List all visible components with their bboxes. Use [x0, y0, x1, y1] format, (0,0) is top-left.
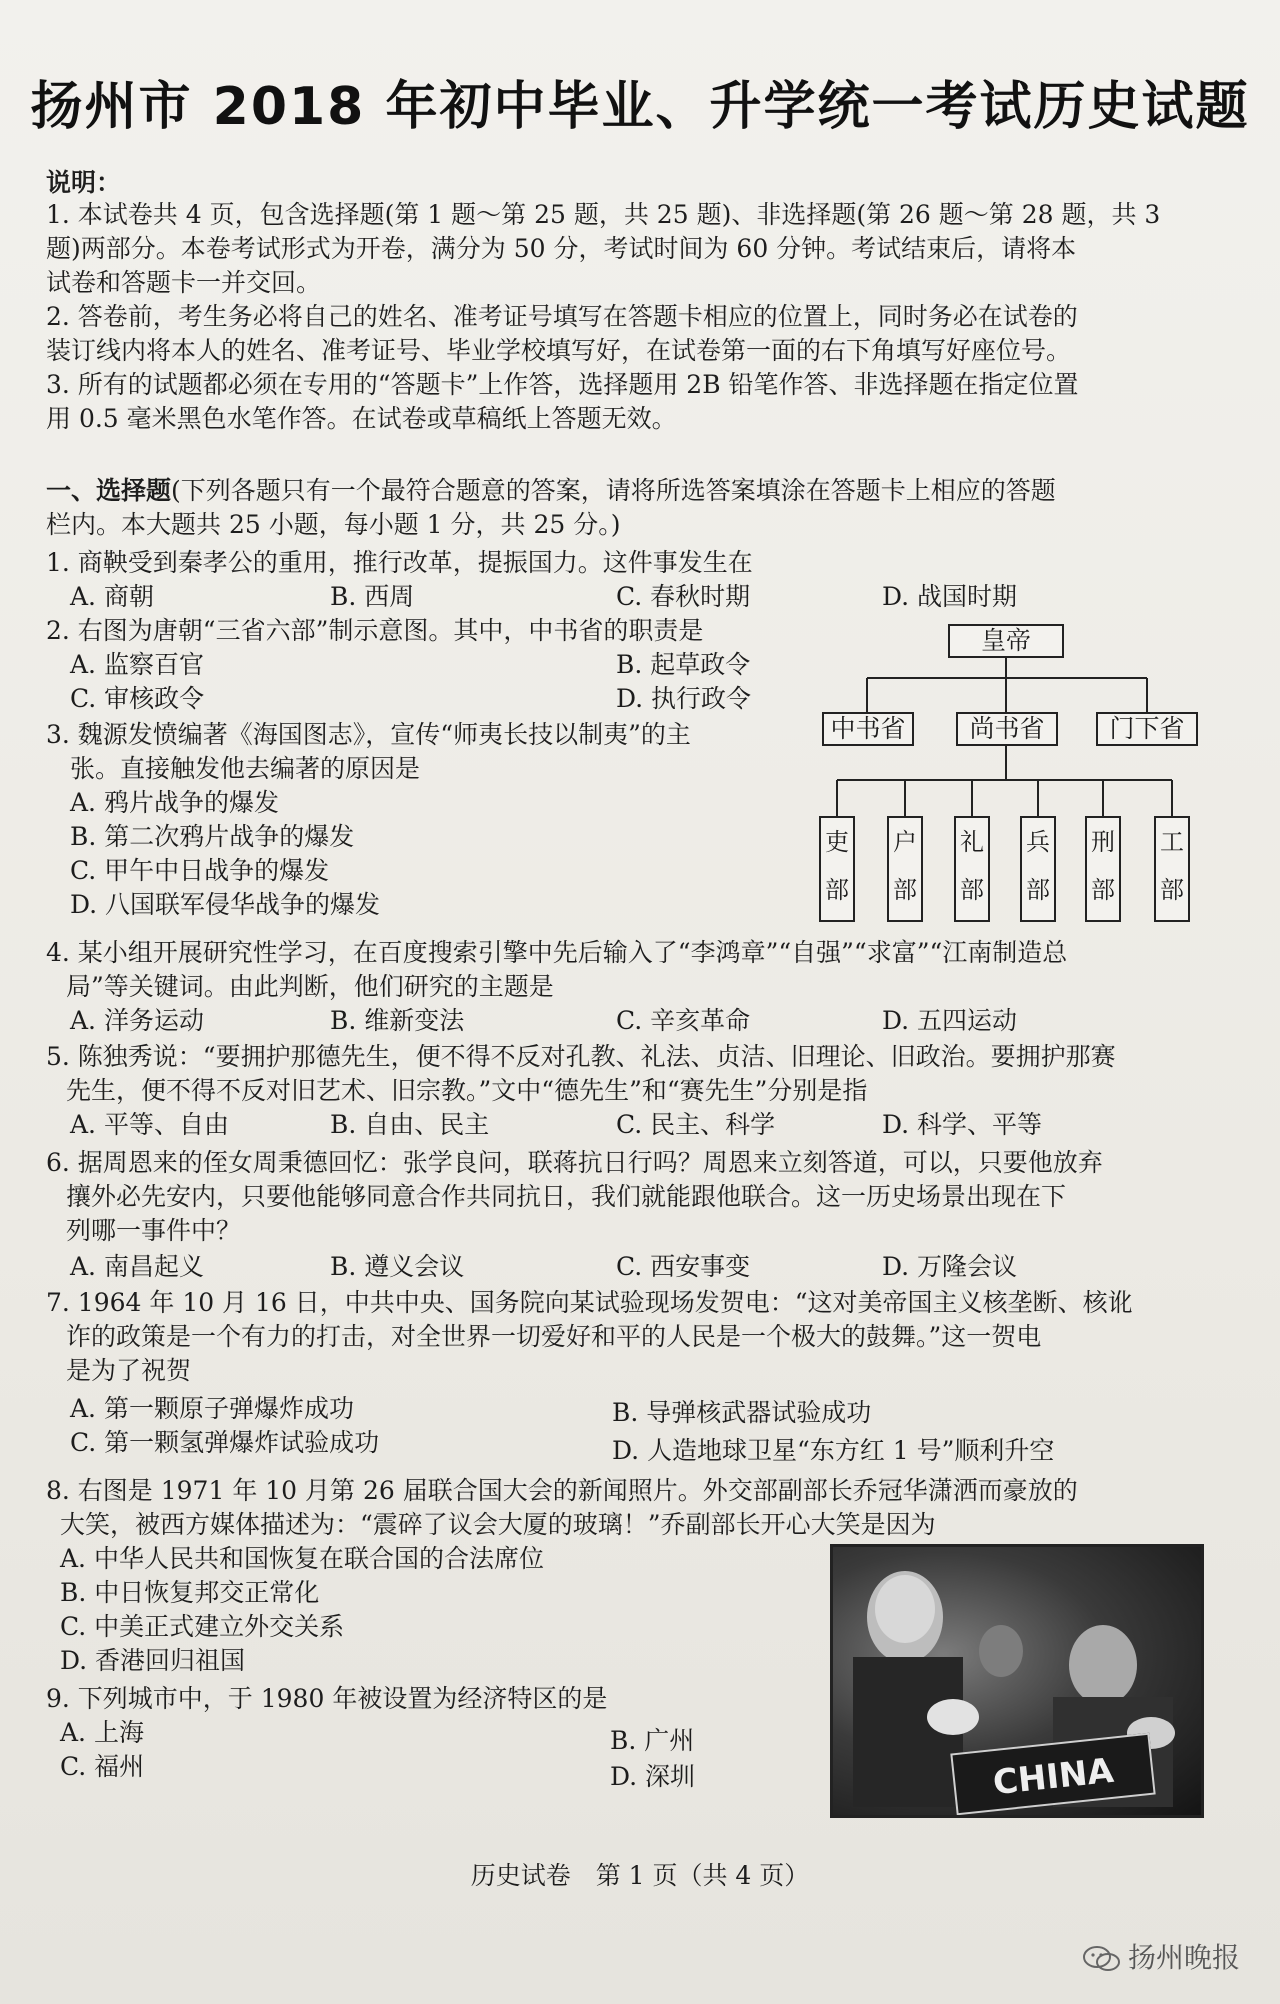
page-footer: 历史试卷 第 1 页（共 4 页） — [470, 1861, 810, 1890]
question-stem: 3. 魏源发愤编著《海国图志》，宣传“师夷长技以制夷”的主 — [46, 720, 691, 749]
page-title: 扬州市 2018 年初中毕业、升学统一考试历史试题 — [30, 77, 1250, 137]
option-b: B. 广州 — [610, 1726, 695, 1755]
question-stem: 局”等关键词。由此判断，他们研究的主题是 — [66, 972, 554, 1001]
option-c: C. 第一颗氢弹爆炸试验成功 — [70, 1428, 380, 1457]
section-desc-line: 栏内。本大题共 25 小题，每小题 1 分，共 25 分。) — [46, 510, 621, 539]
ministry-box-justice — [1085, 816, 1121, 922]
option-a: A. 商朝 — [70, 582, 154, 611]
option-d: D. 万隆会议 — [882, 1252, 1018, 1281]
ministry-box-personnel — [819, 816, 855, 922]
question-stem: 7. 1964 年 10 月 16 日，中共中央、国务院向某试验现场发贺电：“这对美帝国主义核垄断、核讹 — [46, 1288, 1133, 1317]
ministry-char: 部 — [893, 876, 917, 904]
option-c: C. 西安事变 — [616, 1252, 751, 1281]
option-a: A. 平等、自由 — [70, 1110, 229, 1139]
ministry-char: 部 — [1091, 876, 1115, 904]
option-c: C. 春秋时期 — [616, 582, 751, 611]
option-c: C. 甲午中日战争的爆发 — [70, 856, 330, 885]
ministry-box-war — [1020, 816, 1056, 922]
option-c: C. 辛亥革命 — [616, 1006, 751, 1035]
brand-name: 扬州晚报 — [1127, 1941, 1240, 1974]
ministry-char: 户 — [893, 828, 917, 856]
ministry-box-rites — [954, 816, 990, 922]
option-b: B. 遵义会议 — [330, 1252, 465, 1281]
ministry-char: 部 — [825, 876, 849, 904]
three-departments-six-ministries-diagram — [812, 620, 1212, 930]
section-desc: (下列各题只有一个最符合题意的答案，请将所选答案填涂在答题卡上相应的答题 — [171, 476, 1056, 505]
option-a: A. 上海 — [60, 1718, 144, 1747]
section-heading — [46, 474, 1056, 508]
option-b: B. 第二次鸦片战争的爆发 — [70, 822, 355, 851]
ministry-char: 部 — [1160, 876, 1184, 904]
option-d: D. 深圳 — [610, 1762, 696, 1791]
option-a: A. 第一颗原子弹爆炸成功 — [70, 1394, 354, 1423]
ministry-char: 部 — [1026, 876, 1050, 904]
question-stem: 诈的政策是一个有力的打击，对全世界一切爱好和平的人民是一个极大的鼓舞。”这一贺电 — [66, 1322, 1042, 1351]
diagram-connectors — [812, 620, 1212, 930]
option-c: C. 福州 — [60, 1752, 145, 1781]
option-d: D. 科学、平等 — [882, 1110, 1043, 1139]
instruction-line: 装订线内将本人的姓名、准考证号、毕业学校填写好，在试卷第一面的右下角填写好座位号。 — [46, 336, 1072, 365]
instruction-line: 3. 所有的试题都必须在专用的“答题卡”上作答，选择题用 2B 铅笔作答、非选择题在指定位置 — [46, 370, 1079, 399]
option-a: A. 中华人民共和国恢复在联合国的合法席位 — [60, 1544, 544, 1573]
menxia-box: 门下省 — [1096, 712, 1198, 746]
option-d: D. 香港回归祖国 — [60, 1646, 246, 1675]
ministry-box-revenue — [887, 816, 923, 922]
ministry-char: 礼 — [960, 828, 984, 856]
option-d: D. 五四运动 — [882, 1006, 1018, 1035]
option-c: C. 审核政令 — [70, 684, 205, 713]
option-b: B. 西周 — [330, 582, 415, 611]
instruction-line: 题)两部分。本卷考试形式为开卷，满分为 50 分，考试时间为 60 分钟。考试结束后，请将本 — [46, 234, 1077, 263]
question-stem: 攘外必先安内，只要他能够同意合作共同抗日，我们就能跟他联合。这一历史场景出现在下 — [66, 1182, 1067, 1211]
question-stem: 大笑，被西方媒体描述为：“震碎了议会大厦的玻璃！”乔副部长开心大笑是因为 — [60, 1510, 936, 1539]
instruction-line: 用 0.5 毫米黑色水笔作答。在试卷或草稿纸上答题无效。 — [46, 404, 677, 433]
question-stem: 6. 据周恩来的侄女周秉德回忆：张学良问，联蒋抗日行吗？周恩来立刻答道，可以，只要他放弃 — [46, 1148, 1103, 1177]
option-b: B. 中日恢复邦交正常化 — [60, 1578, 320, 1607]
shangshu-box: 尚书省 — [956, 712, 1058, 746]
brand-watermark — [1082, 1936, 1240, 1976]
instruction-line: 2. 答卷前，考生务必将自己的姓名、准考证号填写在答题卡相应的位置上，同时务必在试卷的 — [46, 302, 1078, 331]
question-stem: 2. 右图为唐朝“三省六部”制示意图。其中，中书省的职责是 — [46, 616, 704, 645]
ministry-char: 吏 — [825, 828, 849, 856]
ministry-char: 部 — [960, 876, 984, 904]
option-a: A. 鸦片战争的爆发 — [70, 788, 279, 817]
instructions-heading: 说明： — [46, 168, 122, 197]
option-c: C. 中美正式建立外交关系 — [60, 1612, 345, 1641]
emperor-box: 皇帝 — [948, 624, 1064, 658]
option-b: B. 自由、民主 — [330, 1110, 490, 1139]
ministry-char: 工 — [1160, 828, 1184, 856]
option-b: B. 导弹核武器试验成功 — [612, 1398, 872, 1427]
option-d: D. 战国时期 — [882, 582, 1018, 611]
option-b: B. 起草政令 — [616, 650, 751, 679]
question-stem: 4. 某小组开展研究性学习，在百度搜索引擎中先后输入了“李鸿章”“自强”“求富”“江南制造总 — [46, 938, 1068, 967]
zhongshu-box: 中书省 — [822, 712, 914, 746]
ministry-char: 兵 — [1026, 828, 1050, 856]
question-stem: 8. 右图是 1971 年 10 月第 26 届联合国大会的新闻照片。外交部副部长乔冠华潇洒而豪放的 — [46, 1476, 1078, 1505]
question-stem: 列哪一事件中？ — [66, 1216, 242, 1245]
instruction-line: 1. 本试卷共 4 页，包含选择题(第 1 题～第 25 题，共 25 题)、非选择题(第 26 题～第 28 题，共 3 — [46, 200, 1161, 229]
section-title: 一、选择题 — [46, 476, 172, 505]
option-d: D. 执行政令 — [616, 684, 752, 713]
option-a: A. 南昌起义 — [70, 1252, 204, 1281]
option-a: A. 洋务运动 — [70, 1006, 204, 1035]
ministry-char: 刑 — [1091, 828, 1115, 856]
question-stem: 是为了祝贺 — [66, 1356, 192, 1385]
option-c: C. 民主、科学 — [616, 1110, 776, 1139]
instruction-line: 试卷和答题卡一并交回。 — [46, 268, 322, 297]
un-assembly-photo — [830, 1544, 1204, 1818]
option-a: A. 监察百官 — [70, 650, 204, 679]
wechat-icon — [1082, 1945, 1122, 1973]
nameplate-text: CHINA — [991, 1750, 1116, 1804]
ministry-box-works — [1154, 816, 1190, 922]
question-stem: 5. 陈独秀说：“要拥护那德先生，便不得不反对孔教、礼法、贞洁、旧理论、旧政治。要拥护那赛 — [46, 1042, 1116, 1071]
option-d: D. 人造地球卫星“东方红 1 号”顺利升空 — [612, 1436, 1055, 1465]
option-d: D. 八国联军侵华战争的爆发 — [70, 890, 381, 919]
question-stem: 张。直接触发他去编著的原因是 — [70, 754, 421, 783]
question-stem: 1. 商鞅受到秦孝公的重用，推行改革，提振国力。这件事发生在 — [46, 548, 753, 577]
option-b: B. 维新变法 — [330, 1006, 465, 1035]
question-stem: 先生，便不得不反对旧艺术、旧宗教。”文中“德先生”和“赛先生”分别是指 — [66, 1076, 868, 1105]
question-stem: 9. 下列城市中，于 1980 年被设置为经济特区的是 — [46, 1684, 608, 1713]
